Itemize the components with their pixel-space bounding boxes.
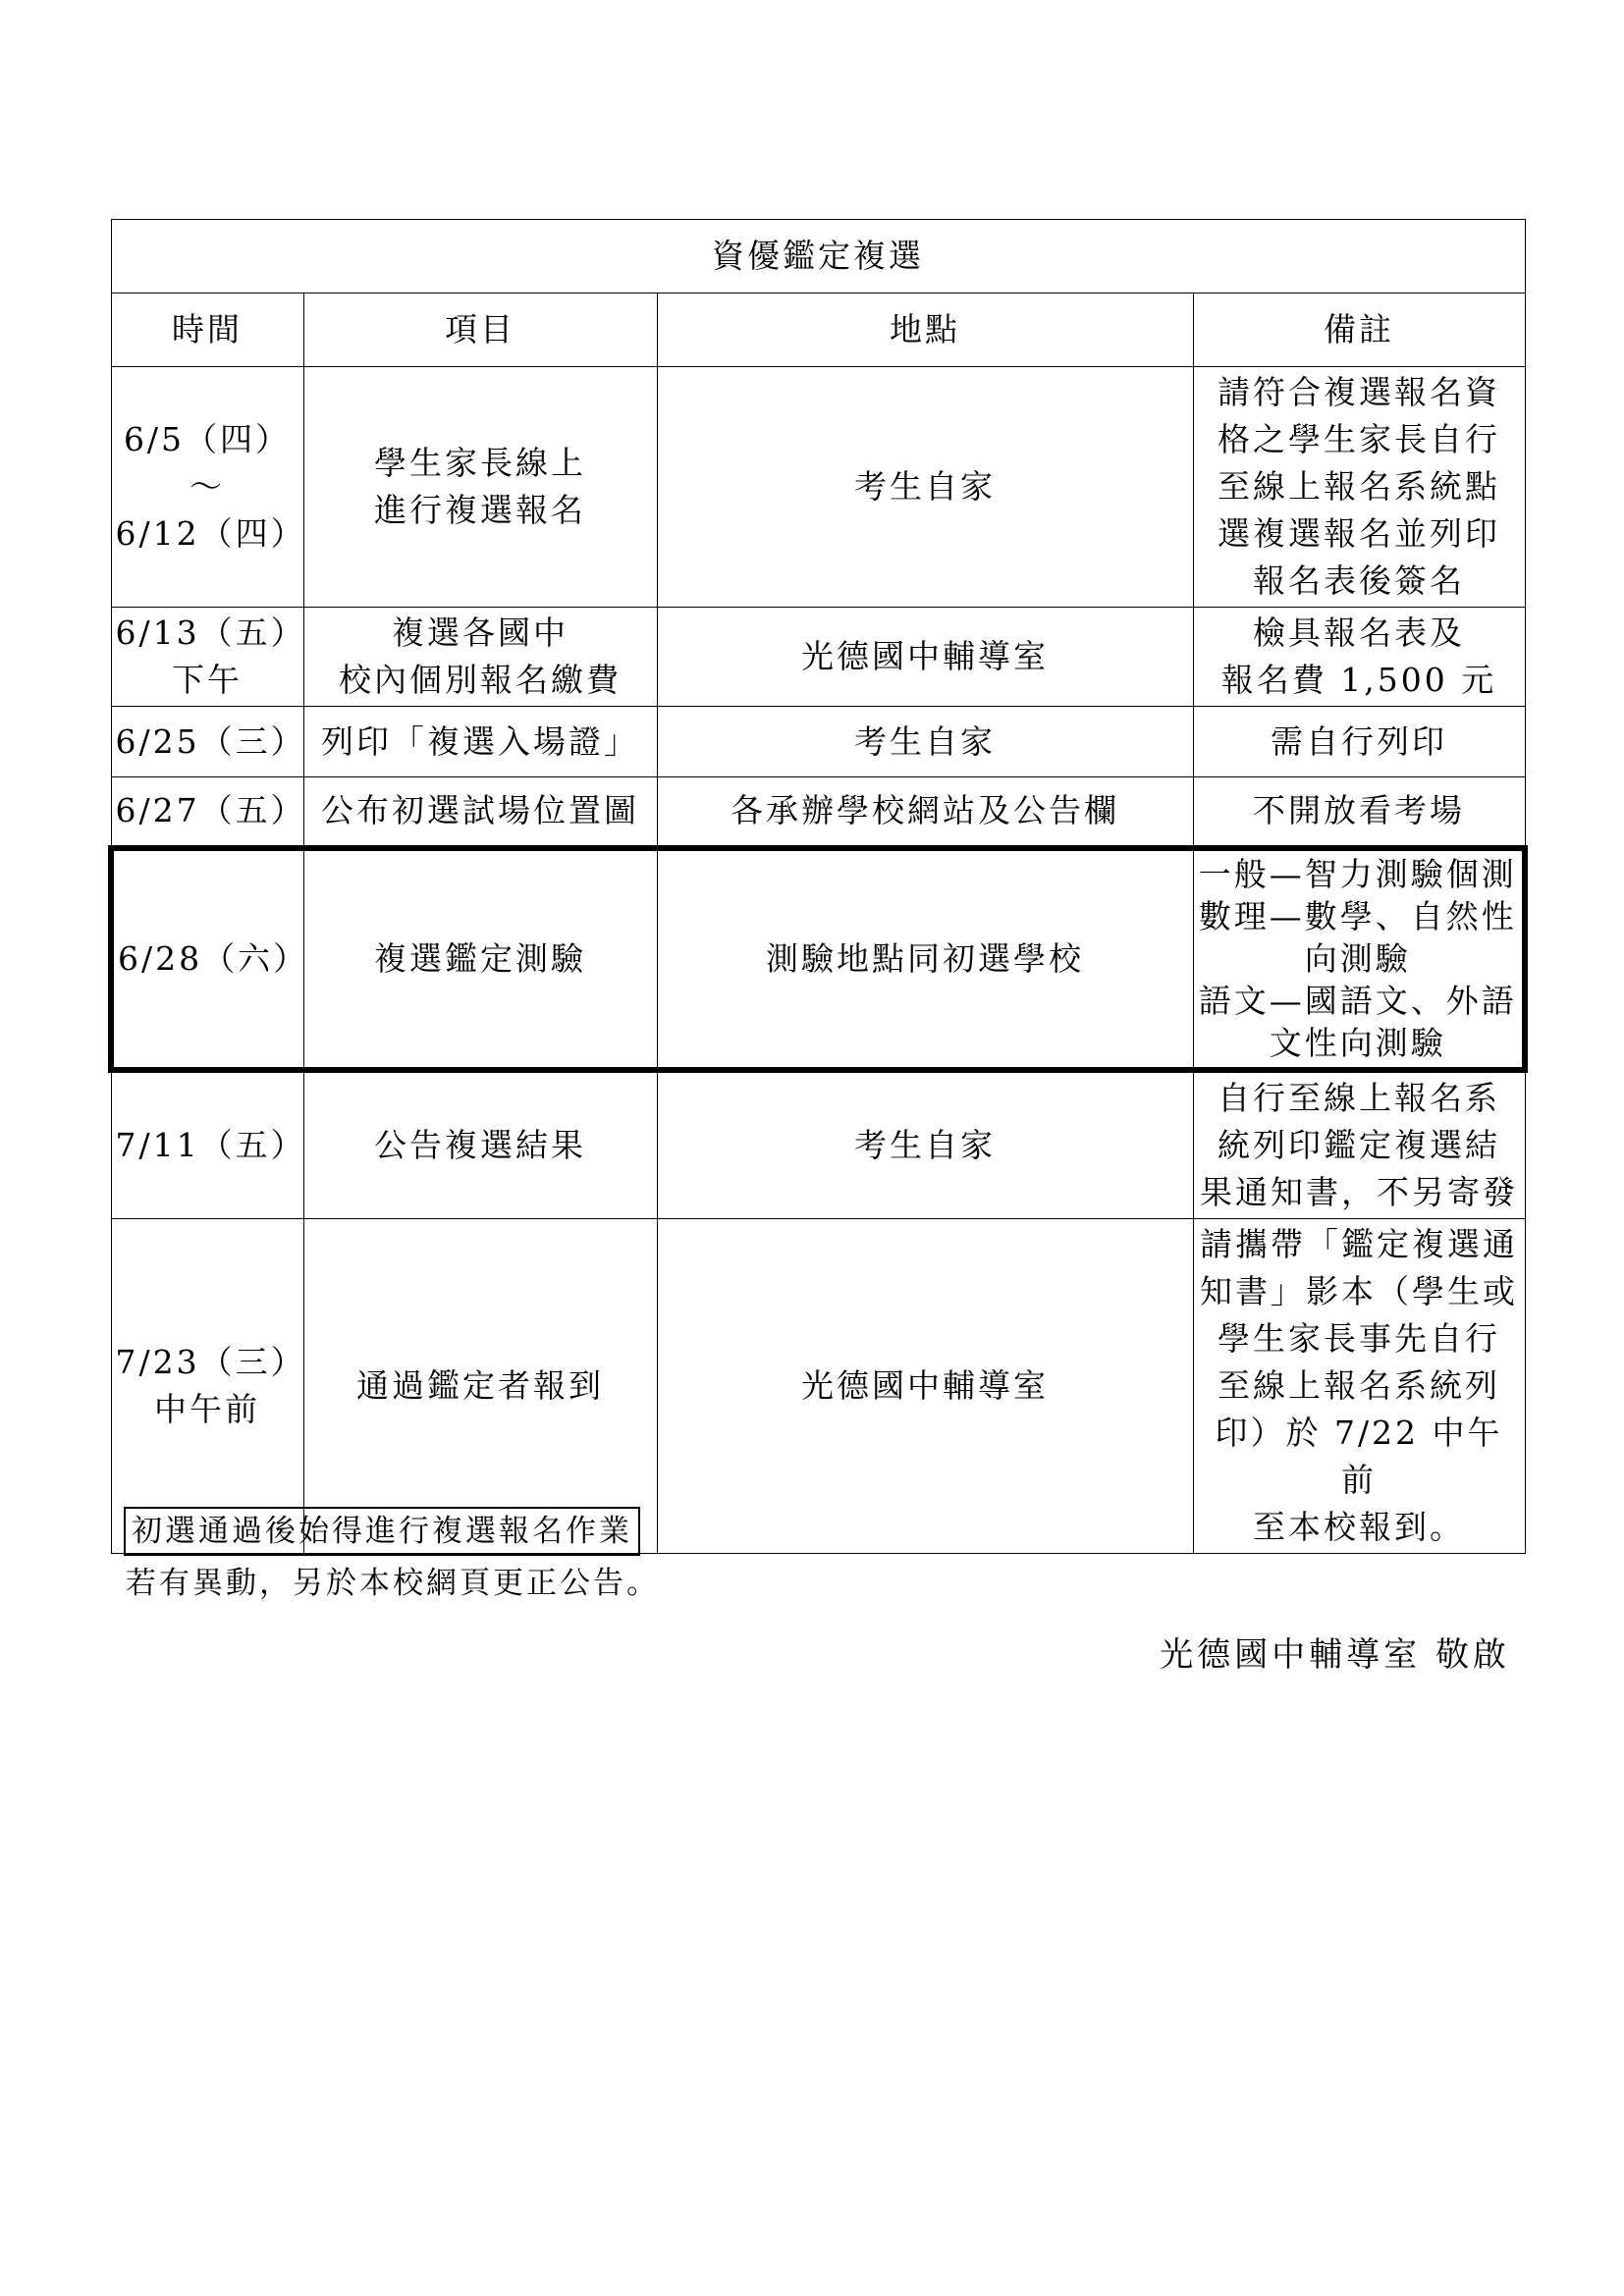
cell-note: 需自行列印 <box>1193 707 1525 777</box>
signature: 光德國中輔導室 敬啟 <box>1160 1635 1510 1675</box>
cell-place: 各承辦學校網站及公告欄 <box>657 777 1193 848</box>
cell-item: 列印「複選入場證」 <box>303 707 657 777</box>
change-notice: 若有異動，另於本校網頁更正公告。 <box>126 1566 660 1601</box>
cell-item: 公布初選試場位置圖 <box>303 777 657 848</box>
cell-place: 光德國中輔導室 <box>657 608 1193 707</box>
table-row <box>111 608 1525 707</box>
table-row-highlighted <box>111 848 1525 1070</box>
cell-place: 考生自家 <box>657 707 1193 777</box>
table-row <box>111 777 1525 848</box>
cell-place: 光德國中輔導室 <box>657 1218 1193 1553</box>
cell-note: 自行至線上報名系 統列印鑑定複選結 果通知書，不另寄發 <box>1193 1070 1525 1219</box>
table-row <box>111 1070 1525 1219</box>
cell-time: 6/25（三） <box>111 707 303 777</box>
table-title: 資優鑑定複選 <box>111 220 1525 294</box>
cell-note: 一般—智力測驗個測 數理—數學、自然性 向測驗 語文—國語文、外語 文性向測驗 <box>1193 848 1525 1070</box>
cell-time: 6/28（六） <box>111 848 303 1070</box>
cell-place: 考生自家 <box>657 1070 1193 1219</box>
cell-item: 公告複選結果 <box>303 1070 657 1219</box>
boxed-notice: 初選通過後始得進行複選報名作業 <box>124 1507 640 1556</box>
table-row <box>111 707 1525 777</box>
cell-time: 6/5（四） ～ 6/12（四） <box>111 367 303 608</box>
cell-time: 7/23（三） 中午前 <box>111 1218 303 1553</box>
cell-item: 學生家長線上 進行複選報名 <box>303 367 657 608</box>
table-row <box>111 1218 1525 1553</box>
cell-time: 7/11（五） <box>111 1070 303 1219</box>
cell-note: 請符合複選報名資 格之學生家長自行 至線上報名系統點 選複選報名並列印 報名表後簽名 <box>1193 367 1525 608</box>
cell-place: 測驗地點同初選學校 <box>657 848 1193 1070</box>
cell-item: 複選各國中 校內個別報名繳費 <box>303 608 657 707</box>
cell-time: 6/13（五） 下午 <box>111 608 303 707</box>
header-item: 項目 <box>303 294 657 367</box>
cell-note: 不開放看考場 <box>1193 777 1525 848</box>
header-time: 時間 <box>111 294 303 367</box>
header-note: 備註 <box>1193 294 1525 367</box>
cell-place: 考生自家 <box>657 367 1193 608</box>
header-place: 地點 <box>657 294 1193 367</box>
cell-item: 複選鑑定測驗 <box>303 848 657 1070</box>
table-row <box>111 367 1525 608</box>
schedule-table <box>108 219 1528 1554</box>
cell-note: 請攜帶「鑑定複選通 知書」影本（學生或 學生家長事先自行 至線上報名系統列 印）於 7/22 中午前 至本校報到。 <box>1193 1218 1525 1553</box>
cell-note: 檢具報名表及 報名費 1,500 元 <box>1193 608 1525 707</box>
cell-item: 通過鑑定者報到 <box>303 1218 657 1553</box>
cell-time: 6/27（五） <box>111 777 303 848</box>
